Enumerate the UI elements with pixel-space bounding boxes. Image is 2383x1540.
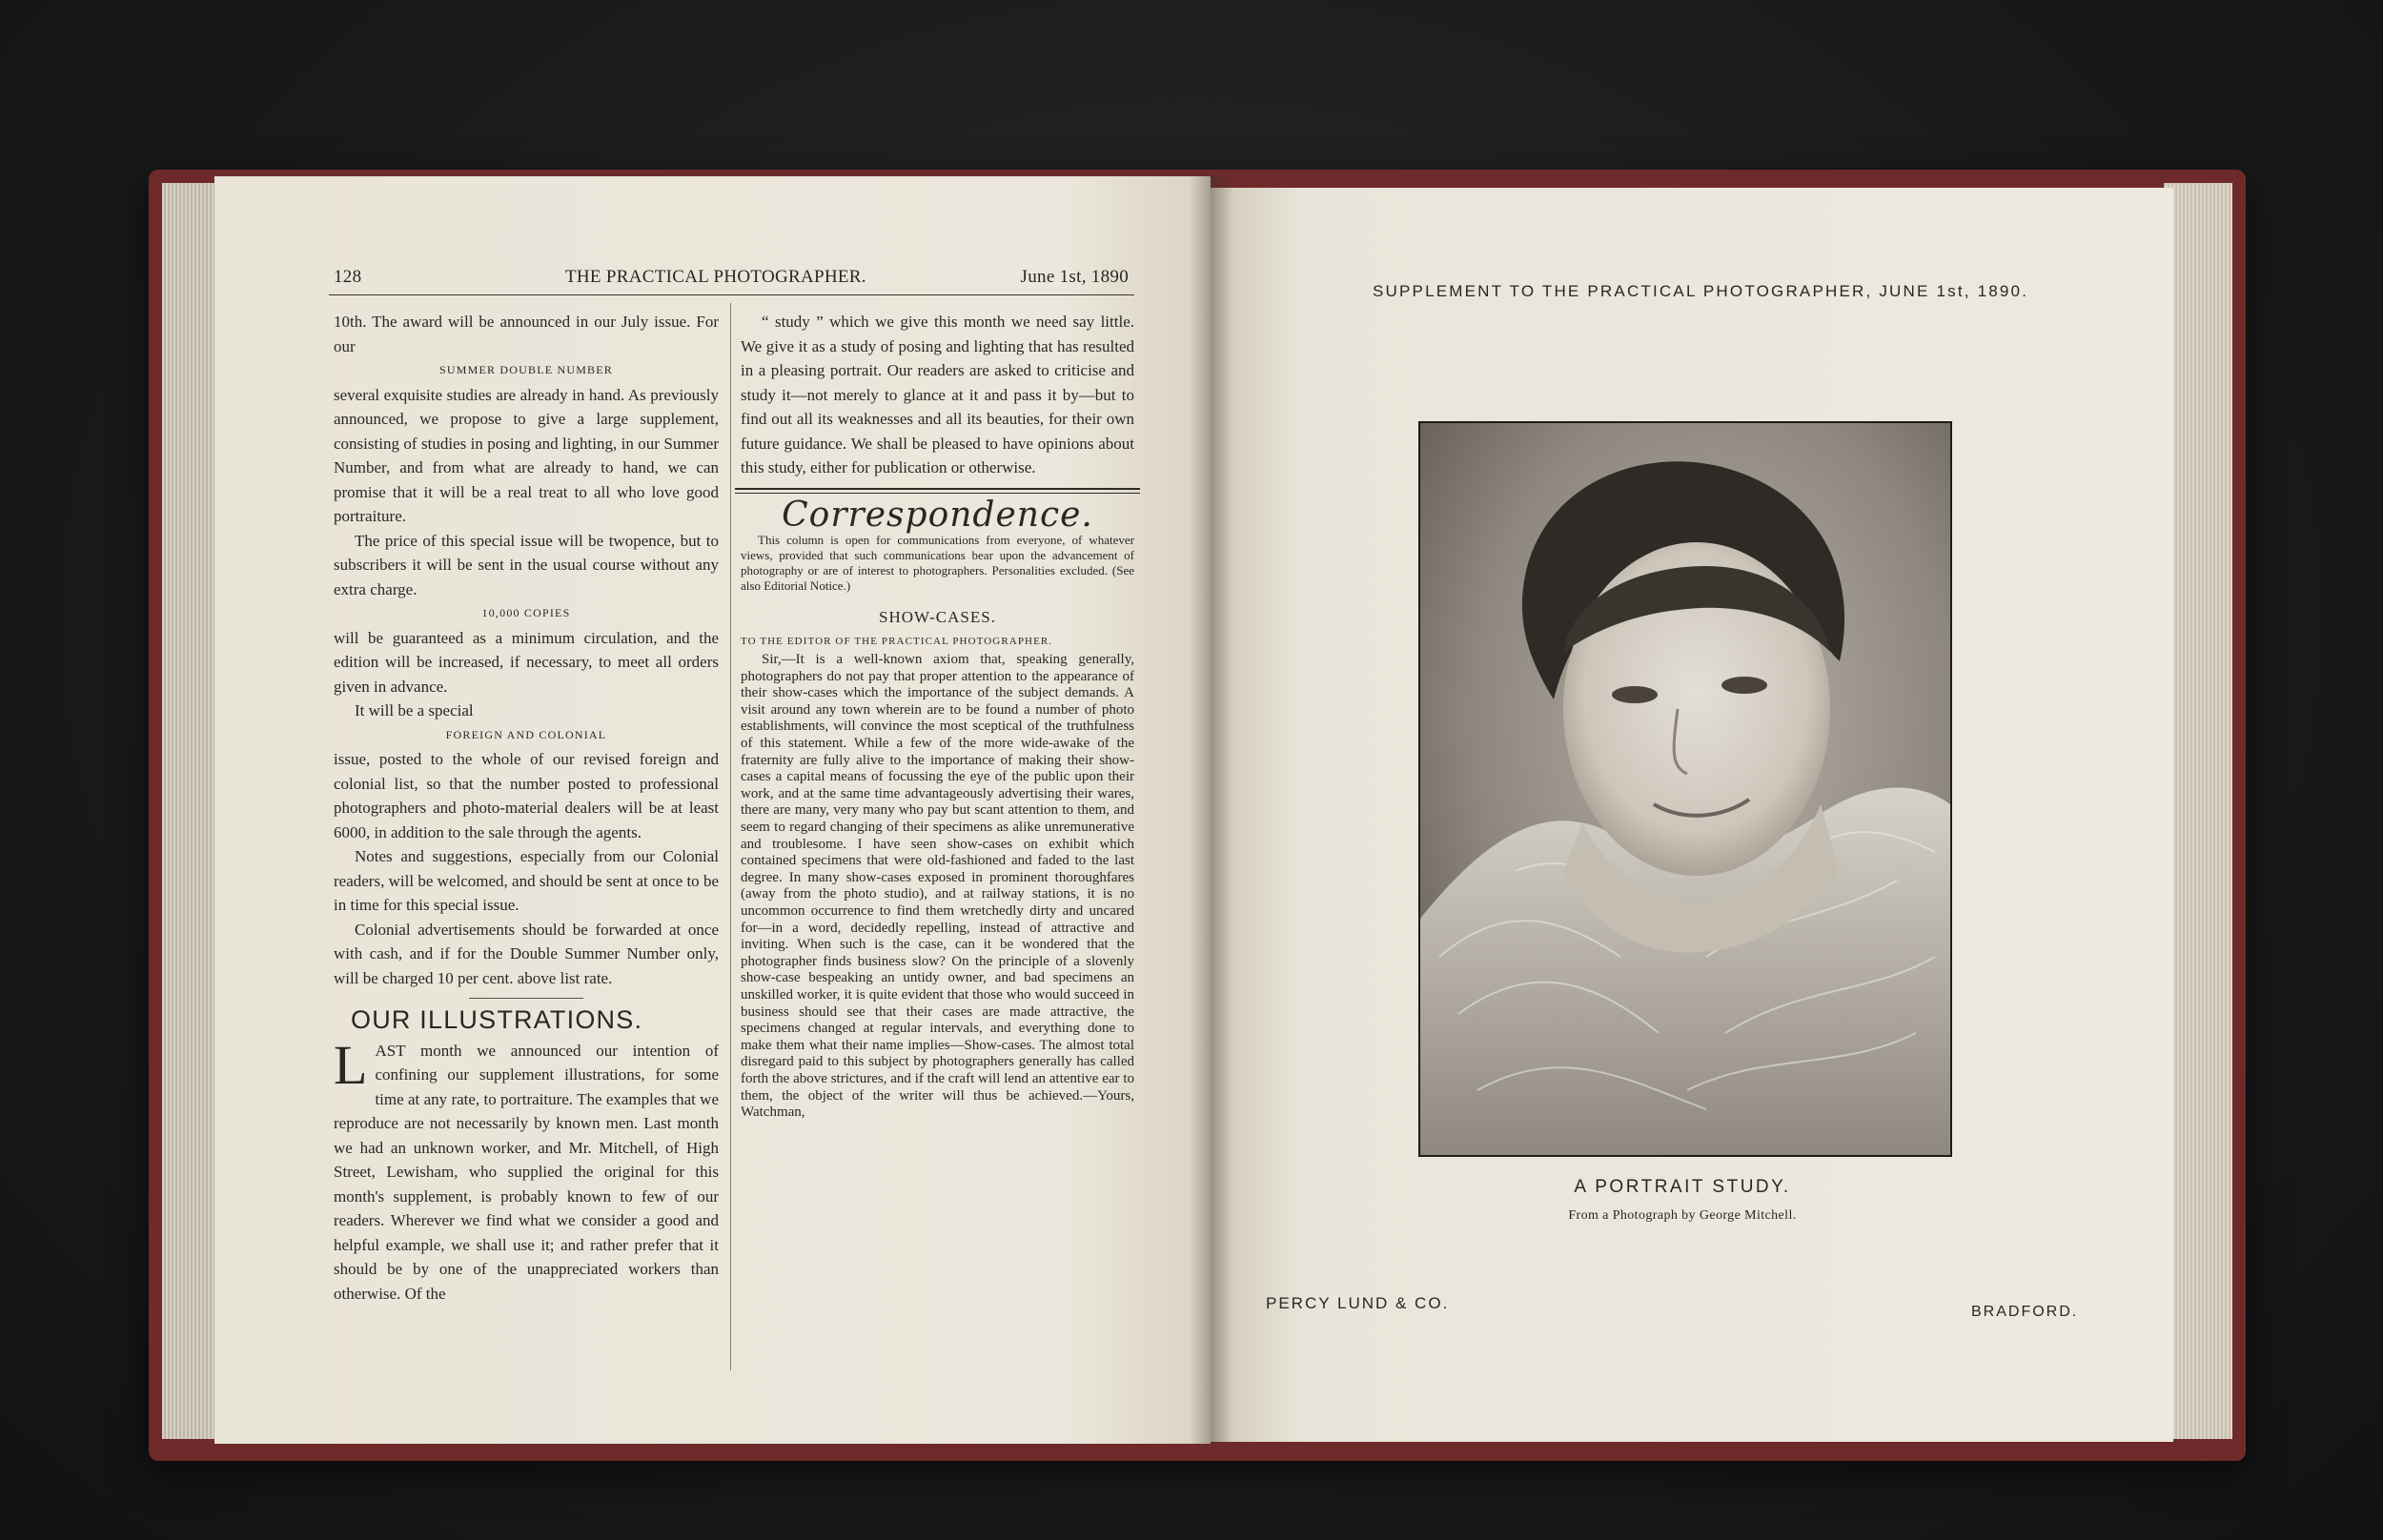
drop-cap: L (334, 1033, 368, 1096)
section-heading: OUR ILLUSTRATIONS. (351, 1005, 643, 1034)
letter-text: Sir,—It is a well-known axiom that, speaking generally, photographers do not pay that proper attention to the appearance of their show-cases which the importance of the subject demands. A visit around any town wherein are to be found a number of photo establishments, will convince the most sceptical of the truthfulness of this statement. While a few of the more wide-awake of the fraternity are fully alive to the importance of making their show-cases a capital means of focussing the eye of the public upon their work, and at the same time advantageously advertising their wares, there are many, very many who pay but scant attention to them, and seem to regard changing of their specimens as alike unremunerative and troublesome. I have seen show-cases on exhibit which contained specimens that were old-fashioned and faded to the last degree. In many show-cases exposed in prominent thoroughfares (away from the photo studio), and at railway stations, it is no uncommon occurrence to find them wretchedly dirty and uncared for—in a word, decidedly repelling, instead of attractive and inviting. When such is the case, can it be wondered that the photographer finds business slow? On the principle of a slovenly show-case bespeaking an untidy owner, and bad specimens an unskilled worker, it is quite evident that those who would succeed in business should see that their cases are made attractive, the specimens changed at regular intervals, and everything done to make them what their name implies—Show-cases. The almost total disregard paid to this subject by photographers generally has called forth the above strictures, and if the craft will lend an attentive ear to them, the object of the writer will thus be achieved.—Yours, Watchman, (741, 652, 1134, 1121)
small-caps-heading: SUMMER DOUBLE NUMBER (438, 363, 613, 376)
paragraph: Notes and suggestions, especially from our Colonial readers, will be welcomed, and should be sent at once to be in time for this special issue. (334, 847, 719, 914)
header-rule (329, 294, 1134, 295)
caption-credit: From a Photograph by George Mitchell. (1568, 1208, 1797, 1223)
letter-heading: SHOW-CASES. (879, 608, 996, 626)
correspondence-note (741, 533, 1134, 594)
right-column (741, 310, 1134, 1122)
supplement-title: SUPPLEMENT TO THE PRACTICAL PHOTOGRAPHER, JUNE 1st, 1890. (1373, 282, 2029, 300)
page-number: 128 (334, 267, 362, 287)
issue-date: June 1st, 1890 (1020, 267, 1129, 287)
paragraph: Colonial advertisements should be forwarded at once with cash, and if for the Double Summer Number only, will be charged 10 per cent. above list rate. (334, 920, 719, 987)
paragraph: issue, posted to the whole of our revised foreign and colonial list, so that the number posted to professional photographers and photo-material dealers will be at least 6000, in addition to the sale through the agents. (334, 750, 719, 841)
column-divider (730, 303, 731, 1370)
paragraph: It will be a special (355, 701, 474, 719)
portrait-photograph (1418, 421, 1952, 1157)
portrait-image (1420, 423, 1950, 1155)
correspondence-title: Correspondence. (782, 495, 1093, 535)
caption-title: A PORTRAIT STUDY. (1574, 1177, 1791, 1197)
journal-title: THE PRACTICAL PHOTOGRAPHER. (565, 267, 866, 287)
paragraph: 10th. The award will be announced in our July issue. For our (334, 313, 719, 355)
note-text: This column is open for communications from everyone, of whatever views, provided that such communications bear upon the advancement of photography or are of interest to photographers. Personalities excluded. (See also Editorial Notice.) (741, 533, 1134, 593)
paragraph: “ study ” which we give this month we need say little. We give it as a study of posing and lighting that has resulted in a pleasing portrait. Our readers are asked to criticise and study it—not merely to glance at it and pass it by—but to find out all its weaknesses and all its beauties, for their own future guidance. We shall be pleased to have opinions about this study, either for publication or otherwise. (741, 313, 1134, 476)
page-edges-left (162, 183, 219, 1439)
page-edges-right (2164, 183, 2232, 1439)
running-head (329, 267, 1134, 297)
paragraph: will be guaranteed as a minimum circulation, and the edition will be increased, if necessary, to meet all orders given in advance. (334, 628, 719, 696)
paragraph-text: AST month we announced our intention of confining our supplement illustrations, for some time at any rate, to portraiture. The examples that we reproduce are not necessarily by known men. Last month we had an unknown worker, and Mr. Mitchell, of High Street, Lewisham, who supplied the original for this month's supplement, is probably known to few of our readers. Wherever we find what we consider a good and helpful example, we shall use it; and rather prefer that it should be by one of the unappreciated workers than otherwise. Of the (334, 1041, 719, 1303)
publisher-imprint: PERCY LUND & CO. (1266, 1294, 1450, 1312)
double-rule (735, 488, 1140, 494)
book-gutter (1190, 176, 1233, 1444)
paragraph (334, 1033, 719, 1307)
small-caps-heading: 10,000 COPIES (481, 606, 571, 619)
letter-salutation-line: TO THE EDITOR OF THE PRACTICAL PHOTOGRAPHER. (741, 635, 1053, 647)
left-column (334, 310, 719, 1306)
small-caps-heading: FOREIGN AND COLONIAL (445, 727, 607, 741)
section-rule (469, 998, 583, 999)
paragraph: several exquisite studies are already in hand. As previously announced, we propose to give a large supplement, consisting of studies in posing and lighting, in our Summer Number, and from what are already to hand, we can promise that it will be a real treat to all who love good portraiture. (334, 385, 719, 525)
place-imprint: BRADFORD. (1971, 1304, 2079, 1320)
paragraph: The price of this special issue will be twopence, but to subscribers it will be sent in the usual course without any extra charge. (334, 531, 719, 598)
letter (741, 634, 1134, 1122)
